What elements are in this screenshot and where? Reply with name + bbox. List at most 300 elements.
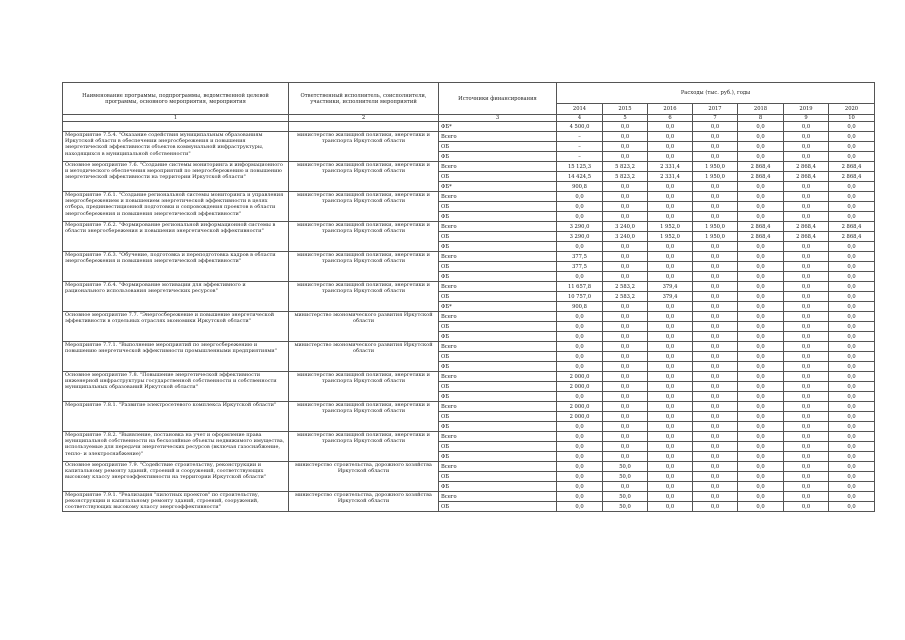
responsible-executor: министерство жилищной политики, энергетики и транспорта Иркутской области: [289, 192, 439, 222]
expense-value: 0,0: [693, 312, 738, 322]
table-row: [63, 222, 875, 232]
expense-value: 0,0: [829, 132, 875, 142]
expense-value: 0,0: [738, 322, 784, 332]
expense-value: 0,0: [829, 462, 875, 472]
expense-value: 0,0: [829, 492, 875, 502]
expense-value: 0,0: [738, 122, 784, 132]
header-responsible: Ответственный исполнитель, соисполнители, участники, исполнители мероприятий: [289, 83, 439, 115]
expense-value: 1 950,0: [693, 232, 738, 242]
expense-value: 0,0: [738, 352, 784, 362]
expense-value: 0,0: [557, 442, 603, 452]
expense-value: 0,0: [829, 342, 875, 352]
expense-value: 0,0: [829, 252, 875, 262]
expense-value: 0,0: [784, 282, 829, 292]
funding-source: ФБ*: [439, 182, 557, 192]
funding-source: Всего: [439, 372, 557, 382]
funding-source: ФБ: [439, 392, 557, 402]
responsible-executor: [289, 122, 439, 132]
expense-value: 0,0: [784, 212, 829, 222]
expense-value: 0,0: [738, 372, 784, 382]
funding-source: ФБ: [439, 482, 557, 492]
expense-value: 0,0: [648, 472, 693, 482]
responsible-executor: министерство строительства, дорожного хозяйства Иркутской области: [289, 492, 439, 512]
expense-value: 0,0: [693, 452, 738, 462]
funding-source: ОБ: [439, 262, 557, 272]
expense-value: 377,5: [557, 252, 603, 262]
expense-value: 0,0: [648, 142, 693, 152]
expense-value: 0,0: [557, 472, 603, 482]
expense-value: 0,0: [784, 262, 829, 272]
expense-value: 0,0: [557, 492, 603, 502]
expense-value: 0,0: [557, 452, 603, 462]
funding-source: Всего: [439, 282, 557, 292]
expense-value: 0,0: [829, 122, 875, 132]
expense-value: 0,0: [829, 352, 875, 362]
expense-value: 0,0: [648, 412, 693, 422]
activity-name: Мероприятие 7.6.2. "Формирование региональной информационной системы в области энергосбережения и повышения энергетической эффективности": [63, 222, 289, 252]
header-year: 2015: [603, 104, 648, 115]
expense-value: 0,0: [738, 442, 784, 452]
header-index-row: [63, 115, 875, 122]
expense-value: 0,0: [693, 242, 738, 252]
expense-value: 0,0: [784, 492, 829, 502]
expense-value: 0,0: [603, 452, 648, 462]
expense-value: 0,0: [557, 432, 603, 442]
expense-value: 50,0: [603, 472, 648, 482]
expense-value: 0,0: [693, 332, 738, 342]
expense-value: 0,0: [784, 332, 829, 342]
expense-value: 3 240,0: [603, 232, 648, 242]
expense-value: 0,0: [603, 242, 648, 252]
expense-value: 0,0: [603, 252, 648, 262]
expense-value: 0,0: [603, 192, 648, 202]
expense-value: 0,0: [648, 432, 693, 442]
expense-value: 0,0: [603, 142, 648, 152]
expense-value: 0,0: [829, 202, 875, 212]
expense-value: 2 331,4: [648, 172, 693, 182]
expense-value: 0,0: [648, 272, 693, 282]
funding-source: Всего: [439, 252, 557, 262]
column-index: 8: [738, 115, 784, 122]
expense-value: 0,0: [784, 342, 829, 352]
expense-value: 0,0: [603, 432, 648, 442]
expense-value: 0,0: [557, 272, 603, 282]
expense-value: 0,0: [829, 322, 875, 332]
expense-value: 0,0: [693, 322, 738, 332]
header-year: 2014: [557, 104, 603, 115]
expense-value: 0,0: [829, 142, 875, 152]
expense-value: 0,0: [693, 472, 738, 482]
header-name: Наименование программы, подпрограммы, ведомственной целевой программы, основного мероприятия, мероприятия: [63, 83, 289, 115]
expense-value: 0,0: [603, 262, 648, 272]
expense-value: 0,0: [784, 482, 829, 492]
funding-source: Всего: [439, 162, 557, 172]
expense-value: 0,0: [784, 462, 829, 472]
expense-value: 0,0: [738, 302, 784, 312]
expense-value: 0,0: [557, 212, 603, 222]
expense-value: 2 583,2: [603, 292, 648, 302]
expense-value: 0,0: [603, 332, 648, 342]
expense-value: 0,0: [829, 242, 875, 252]
expense-value: 0,0: [829, 332, 875, 342]
expense-value: 0,0: [784, 292, 829, 302]
expense-value: 0,0: [693, 432, 738, 442]
table-row: [63, 282, 875, 292]
expense-value: 0,0: [603, 412, 648, 422]
expense-value: 0,0: [784, 182, 829, 192]
expense-value: 11 657,8: [557, 282, 603, 292]
expense-value: 0,0: [648, 502, 693, 512]
expense-value: 0,0: [648, 312, 693, 322]
expense-value: 0,0: [648, 492, 693, 502]
expense-value: 0,0: [784, 402, 829, 412]
expense-value: 0,0: [648, 242, 693, 252]
expense-value: 379,4: [648, 282, 693, 292]
funding-source: ОБ: [439, 472, 557, 482]
expense-value: 0,0: [784, 452, 829, 462]
responsible-executor: министерство экономического развития Иркутской области: [289, 342, 439, 372]
header-year: 2019: [784, 104, 829, 115]
expense-value: 2 868,4: [829, 172, 875, 182]
expense-value: 0,0: [829, 212, 875, 222]
table-row: [63, 462, 875, 472]
activity-name: Мероприятие 7.6.1. "Создание региональной системы мониторинга и управления энергосбережением и повышением энергетической эффективности в целях отбора, прединвестиционной подготовки и сопровождения проектов в области энергосбережения и повышения энергетической эффективности": [63, 192, 289, 222]
expense-value: 0,0: [738, 272, 784, 282]
funding-source: Всего: [439, 192, 557, 202]
expense-value: 0,0: [693, 292, 738, 302]
expense-value: 0,0: [557, 422, 603, 432]
expense-value: 0,0: [603, 122, 648, 132]
expense-value: 0,0: [784, 202, 829, 212]
funding-source: ФБ: [439, 332, 557, 342]
expense-value: 379,4: [648, 292, 693, 302]
expense-value: 0,0: [829, 412, 875, 422]
expense-value: 0,0: [693, 252, 738, 262]
activity-name: Основное мероприятие 7.9. "Содействие строительству, реконструкции и капитальному ремонту зданий, строений и сооружений, соответствующих высокому классу энергоэффективности на территории Иркутской области": [63, 462, 289, 492]
expense-value: 4 500,0: [557, 122, 603, 132]
expense-value: 0,0: [738, 262, 784, 272]
expense-value: 5 823,2: [603, 172, 648, 182]
responsible-executor: министерство экономического развития Иркутской области: [289, 312, 439, 342]
expense-value: 0,0: [557, 332, 603, 342]
funding-source: ОБ: [439, 382, 557, 392]
expense-value: 900,8: [557, 302, 603, 312]
table-row: [63, 132, 875, 142]
expense-value: 0,0: [693, 502, 738, 512]
responsible-executor: министерство жилищной политики, энергетики и транспорта Иркутской области: [289, 282, 439, 312]
expense-value: 0,0: [648, 152, 693, 162]
budget-table-page: [62, 82, 874, 512]
funding-source: ФБ: [439, 362, 557, 372]
table-row: [63, 122, 875, 132]
expense-value: 0,0: [603, 372, 648, 382]
expense-value: 0,0: [693, 122, 738, 132]
expense-value: 0,0: [738, 282, 784, 292]
expense-value: 0,0: [829, 432, 875, 442]
expense-value: 2 868,4: [829, 162, 875, 172]
expense-value: 0,0: [738, 422, 784, 432]
expense-value: 0,0: [829, 422, 875, 432]
funding-source: ОБ: [439, 202, 557, 212]
expense-value: 0,0: [829, 192, 875, 202]
expense-value: 0,0: [829, 472, 875, 482]
activity-name: Мероприятие 7.9.1. "Реализация "пилотных проектов" по строительству, реконструкции и капитальному ремонту зданий, строений, сооружений, соответствующих высокому классу энергоэффективности": [63, 492, 289, 512]
responsible-executor: министерство жилищной политики, энергетики и транспорта Иркутской области: [289, 432, 439, 462]
expense-value: 0,0: [603, 382, 648, 392]
expense-value: 0,0: [557, 352, 603, 362]
expense-value: 0,0: [648, 482, 693, 492]
header-year: 2020: [829, 104, 875, 115]
table-row: [63, 252, 875, 262]
expense-value: 0,0: [603, 422, 648, 432]
expense-value: 0,0: [693, 202, 738, 212]
expense-value: 0,0: [693, 342, 738, 352]
expense-value: 0,0: [784, 272, 829, 282]
funding-source: ФБ: [439, 422, 557, 432]
expense-value: 2 000,0: [557, 382, 603, 392]
expense-value: 0,0: [693, 132, 738, 142]
expense-value: 0,0: [784, 372, 829, 382]
expense-value: 0,0: [784, 252, 829, 262]
expense-value: 0,0: [784, 442, 829, 452]
expense-value: 3 240,0: [603, 222, 648, 232]
expense-value: 0,0: [784, 412, 829, 422]
expense-value: 0,0: [557, 362, 603, 372]
expense-value: 0,0: [648, 322, 693, 332]
expense-value: 2 868,4: [784, 162, 829, 172]
expense-value: 0,0: [738, 192, 784, 202]
expense-value: 0,0: [693, 182, 738, 192]
header-source: Источники финансирования: [439, 83, 557, 115]
expense-value: 0,0: [784, 472, 829, 482]
expense-value: –: [557, 132, 603, 142]
expense-value: 0,0: [738, 242, 784, 252]
expense-value: 0,0: [784, 122, 829, 132]
expense-value: 0,0: [784, 152, 829, 162]
budget-table: [62, 82, 875, 512]
header-year: 2017: [693, 104, 738, 115]
expense-value: 0,0: [648, 352, 693, 362]
activity-name: Мероприятие 7.6.4. "Формирование мотивации для эффективного и рационального использования энергетических ресурсов": [63, 282, 289, 312]
expense-value: 0,0: [738, 132, 784, 142]
funding-source: Всего: [439, 222, 557, 232]
expense-value: 0,0: [829, 452, 875, 462]
expense-value: 0,0: [829, 182, 875, 192]
expense-value: –: [557, 142, 603, 152]
expense-value: 0,0: [648, 442, 693, 452]
expense-value: 1 952,0: [648, 232, 693, 242]
table-row: [63, 372, 875, 382]
expense-value: 0,0: [648, 362, 693, 372]
expense-value: 0,0: [648, 202, 693, 212]
expense-value: 0,0: [603, 392, 648, 402]
expense-value: 3 290,0: [557, 232, 603, 242]
table-row: [63, 312, 875, 322]
expense-value: 0,0: [603, 182, 648, 192]
activity-name: Мероприятие 7.7.1. "Выполнение мероприятий по энергосбережению и повышению энергетической эффективности промышленными предприятиями": [63, 342, 289, 372]
expense-value: 0,0: [784, 352, 829, 362]
expense-value: 0,0: [784, 392, 829, 402]
funding-source: ФБ: [439, 272, 557, 282]
funding-source: Всего: [439, 432, 557, 442]
header-year: 2018: [738, 104, 784, 115]
funding-source: ФБ: [439, 212, 557, 222]
expense-value: 0,0: [738, 472, 784, 482]
expense-value: 0,0: [693, 402, 738, 412]
expense-value: 0,0: [693, 372, 738, 382]
activity-name: Основное мероприятие 7.6. "Создание системы мониторинга и информационного и методического обеспечения мероприятий по энергосбережению и повышению энергетической эффективности на территории Иркутской области": [63, 162, 289, 192]
column-index: 4: [557, 115, 603, 122]
expense-value: 0,0: [603, 202, 648, 212]
expense-value: 0,0: [557, 342, 603, 352]
funding-source: Всего: [439, 462, 557, 472]
funding-source: ФБ: [439, 152, 557, 162]
responsible-executor: министерство жилищной политики, энергетики и транспорта Иркутской области: [289, 162, 439, 192]
table-row: [63, 162, 875, 172]
expense-value: 0,0: [738, 432, 784, 442]
funding-source: ОБ: [439, 442, 557, 452]
expense-value: 2 868,4: [829, 232, 875, 242]
expense-value: 15 125,3: [557, 162, 603, 172]
expense-value: 0,0: [648, 382, 693, 392]
expense-value: 0,0: [603, 482, 648, 492]
expense-value: 0,0: [603, 362, 648, 372]
expense-value: 1 950,0: [693, 172, 738, 182]
responsible-executor: министерство жилищной политики, энергетики и транспорта Иркутской области: [289, 372, 439, 402]
expense-value: 0,0: [648, 372, 693, 382]
expense-value: 0,0: [557, 462, 603, 472]
expense-value: 0,0: [648, 262, 693, 272]
funding-source: ФБ*: [439, 122, 557, 132]
column-index: 5: [603, 115, 648, 122]
expense-value: 0,0: [829, 302, 875, 312]
responsible-executor: министерство жилищной политики, энергетики и транспорта Иркутской области: [289, 132, 439, 162]
expense-value: 0,0: [603, 212, 648, 222]
expense-value: 0,0: [693, 152, 738, 162]
expense-value: 0,0: [784, 302, 829, 312]
expense-value: 0,0: [603, 442, 648, 452]
responsible-executor: министерство жилищной политики, энергетики и транспорта Иркутской области: [289, 222, 439, 252]
expense-value: 0,0: [693, 282, 738, 292]
expense-value: 2 868,4: [829, 222, 875, 232]
expense-value: 10 757,0: [557, 292, 603, 302]
expense-value: 0,0: [693, 382, 738, 392]
expense-value: 0,0: [648, 392, 693, 402]
expense-value: 2 000,0: [557, 412, 603, 422]
expense-value: 50,0: [603, 462, 648, 472]
expense-value: 0,0: [603, 352, 648, 362]
expense-value: 0,0: [648, 302, 693, 312]
expense-value: 0,0: [648, 452, 693, 462]
table-row: [63, 492, 875, 502]
header-year: 2016: [648, 104, 693, 115]
expense-value: 0,0: [693, 462, 738, 472]
expense-value: 2 583,2: [603, 282, 648, 292]
funding-source: Всего: [439, 342, 557, 352]
expense-value: 0,0: [784, 502, 829, 512]
table-row: [63, 432, 875, 442]
expense-value: 1 952,0: [648, 222, 693, 232]
expense-value: 0,0: [738, 412, 784, 422]
expense-value: 0,0: [738, 212, 784, 222]
expense-value: 0,0: [557, 202, 603, 212]
expense-value: 0,0: [693, 362, 738, 372]
expense-value: 0,0: [784, 322, 829, 332]
expense-value: 0,0: [738, 312, 784, 322]
expense-value: 0,0: [693, 442, 738, 452]
expense-value: 0,0: [603, 152, 648, 162]
expense-value: 0,0: [784, 242, 829, 252]
funding-source: ФБ: [439, 242, 557, 252]
expense-value: 0,0: [557, 242, 603, 252]
expense-value: 1 950,0: [693, 162, 738, 172]
expense-value: 0,0: [829, 262, 875, 272]
expense-value: 50,0: [603, 502, 648, 512]
activity-name: [63, 122, 289, 132]
funding-source: ОБ: [439, 142, 557, 152]
expense-value: 0,0: [648, 182, 693, 192]
header-expenses: Расходы (тыс. руб.), годы: [557, 83, 875, 104]
expense-value: 0,0: [603, 132, 648, 142]
expense-value: 0,0: [603, 342, 648, 352]
expense-value: 0,0: [829, 372, 875, 382]
expense-value: 0,0: [738, 252, 784, 262]
expense-value: 0,0: [829, 312, 875, 322]
activity-name: Мероприятие 7.8.2. "Выявление, постановка на учет и оформление права муниципальной собственности на бесхозяйные объекты недвижимого имущества, используемые для передачи энергетических ресурсов (включая газоснабжение, тепло- и электроснабжение)": [63, 432, 289, 462]
expense-value: 2 331,4: [648, 162, 693, 172]
expense-value: 0,0: [784, 132, 829, 142]
column-index: 1: [63, 115, 289, 122]
expense-value: 50,0: [603, 492, 648, 502]
activity-name: Основное мероприятие 7.8. "Повышение энергетической эффективности инженерной инфраструктуры государственной собственности и собственности муниципальных образований Иркутской области": [63, 372, 289, 402]
responsible-executor: министерство строительства, дорожного хозяйства Иркутской области: [289, 462, 439, 492]
responsible-executor: министерство жилищной политики, энергетики и транспорта Иркутской области: [289, 402, 439, 432]
expense-value: 0,0: [648, 402, 693, 412]
expense-value: 0,0: [738, 342, 784, 352]
expense-value: 0,0: [829, 292, 875, 302]
expense-value: 0,0: [829, 392, 875, 402]
expense-value: 2 868,4: [738, 162, 784, 172]
expense-value: 0,0: [738, 292, 784, 302]
expense-value: 0,0: [648, 122, 693, 132]
funding-source: ОБ: [439, 502, 557, 512]
activity-name: Мероприятие 7.5.4. "Оказание содействия муниципальным образованиям Иркутской области в обеспечении энергосбережения и повышения энергетической эффективности объектов коммунальной инфраструктуры, находящихся в муниципальной собственности": [63, 132, 289, 162]
expense-value: 0,0: [603, 272, 648, 282]
expense-value: 0,0: [603, 322, 648, 332]
table-row: [63, 192, 875, 202]
table-row: [63, 402, 875, 412]
expense-value: 0,0: [829, 502, 875, 512]
expense-value: 0,0: [693, 352, 738, 362]
expense-value: 2 000,0: [557, 402, 603, 412]
expense-value: 14 424,5: [557, 172, 603, 182]
expense-value: 0,0: [829, 152, 875, 162]
expense-value: 0,0: [829, 442, 875, 452]
funding-source: ОБ: [439, 292, 557, 302]
expense-value: 0,0: [784, 192, 829, 202]
expense-value: 0,0: [693, 412, 738, 422]
expense-value: 0,0: [557, 192, 603, 202]
activity-name: Основное мероприятие 7.7. "Энергосбережение и повышение энергетической эффективности в отдельных отраслях экономики Иркутской области": [63, 312, 289, 342]
expense-value: 0,0: [693, 392, 738, 402]
expense-value: 0,0: [738, 402, 784, 412]
column-index: 2: [289, 115, 439, 122]
expense-value: 2 868,4: [738, 232, 784, 242]
funding-source: ОБ: [439, 322, 557, 332]
expense-value: 2 868,4: [784, 222, 829, 232]
expense-value: 0,0: [738, 362, 784, 372]
funding-source: Всего: [439, 402, 557, 412]
